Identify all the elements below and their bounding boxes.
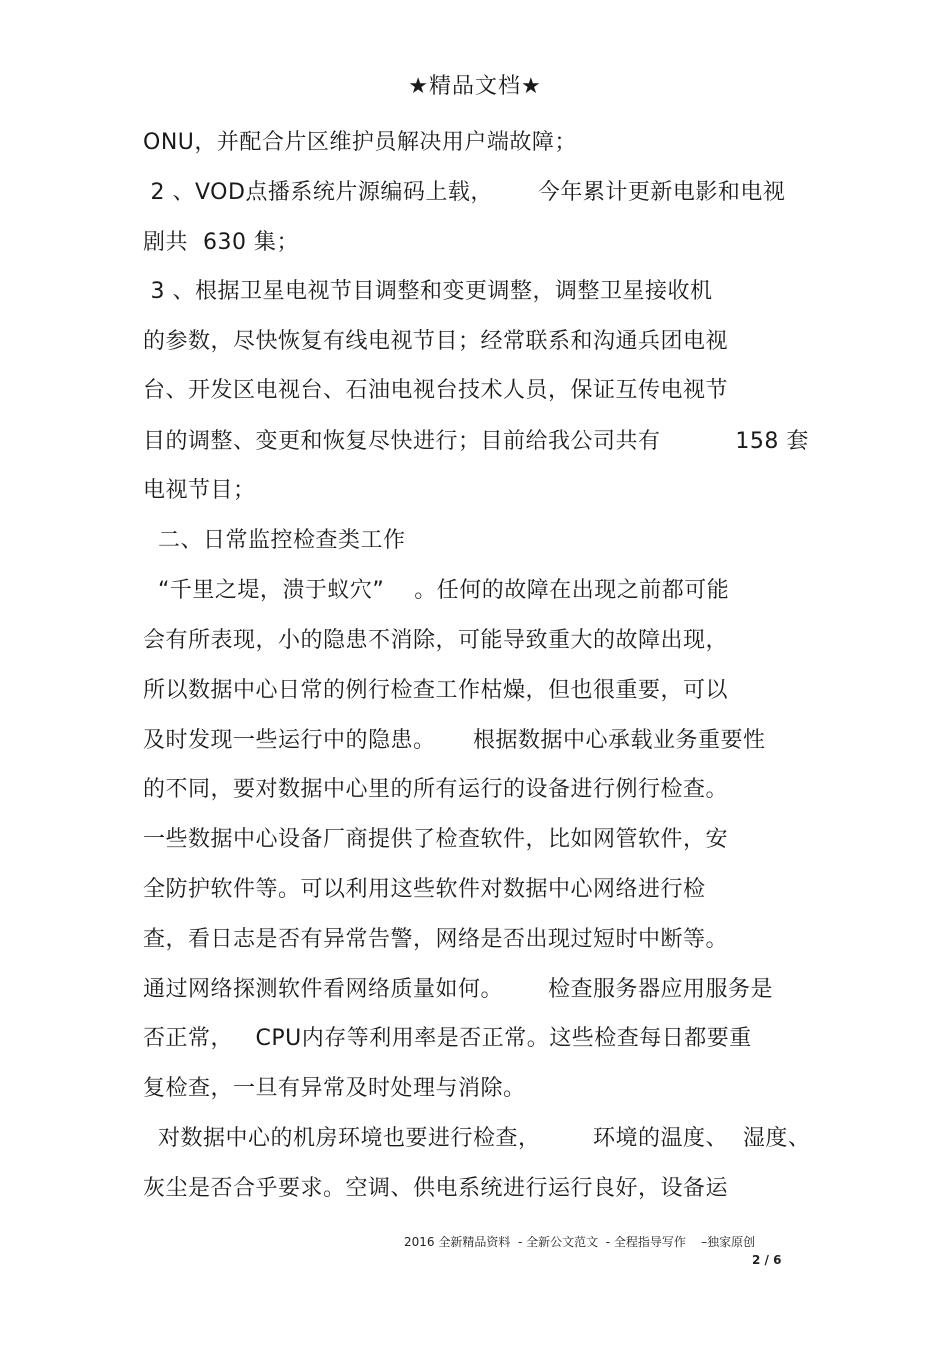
body-line: ONU，并配合片区维护员解决用户端故障； [143, 130, 577, 155]
body-line: 通过网络探测软件看网络质量如何。 检查服务器应用服务是 [143, 977, 773, 1002]
section-heading: 二、日常监控检查类工作 [143, 528, 406, 553]
page-header-title: ★精品文档★ [408, 74, 542, 99]
body-line: 灰尘是否合乎要求。空调、供电系统进行运行良好，设备运 [143, 1176, 729, 1201]
page-footer-text: 2016 全新精品资料 - 全新公文范文 - 全程指导写作 –独家原创 [404, 1235, 756, 1249]
body-line: 一些数据中心设备厂商提供了检查软件，比如网管软件，安 [143, 827, 729, 852]
body-line: “千里之堤，溃于蚁穴” 。任何的故障在出现之前都可能 [143, 578, 730, 603]
body-line: 及时发现一些运行中的隐患。 根据数据中心承载业务重要性 [143, 728, 766, 753]
body-line: 电视节目； [143, 478, 256, 503]
body-line: 所以数据中心日常的例行检查工作枯燥，但也很重要，可以 [143, 678, 729, 703]
body-line: 目的调整、变更和恢复尽快进行；目前给我公司共有 158 套 [143, 429, 809, 454]
body-line: 会有所表现，小的隐患不消除，可能导致重大的故障出现， [143, 628, 729, 653]
body-line: 的参数，尽快恢复有线电视节目；经常联系和沟通兵团电视 [143, 329, 729, 354]
body-line: 查，看日志是否有异常告警，网络是否出现过短时中断等。 [143, 927, 729, 952]
body-line: 2 、VOD点播系统片源编码上载， 今年累计更新电影和电视 [143, 180, 786, 205]
body-line: 否正常， CPU内存等利用率是否正常。这些检查每日都要重 [143, 1026, 752, 1051]
page-number: 2 / 6 [752, 1253, 782, 1267]
body-line: 台、开发区电视台、石油电视台技术人员，保证互传电视节 [143, 378, 729, 403]
body-line: 复检查，一旦有异常及时处理与消除。 [143, 1076, 526, 1101]
body-line: 的不同，要对数据中心里的所有运行的设备进行例行检查。 [143, 777, 729, 802]
body-line: 3 、根据卫星电视节目调整和变更调整，调整卫星接收机 [143, 279, 713, 304]
body-line: 全防护软件等。可以利用这些软件对数据中心网络进行检 [143, 877, 706, 902]
body-line: 对数据中心的机房环境也要进行检查， 环境的温度、 湿度、 [143, 1126, 811, 1151]
body-line: 剧共 630 集； [143, 230, 299, 255]
